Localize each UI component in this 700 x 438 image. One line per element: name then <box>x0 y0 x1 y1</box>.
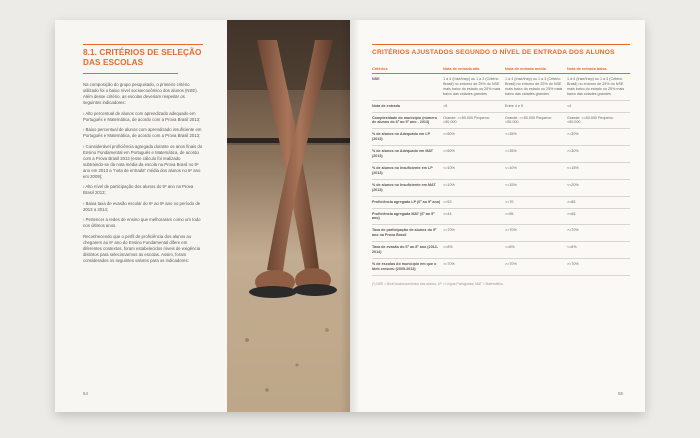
bullet-item: › Pertencer a redes de ensino que melhoraram como um todo nos últimos anos. <box>83 217 201 229</box>
row-label: Proficiência agregada MAT (6º ao 9º ano) <box>372 208 443 225</box>
table-row <box>372 112 630 129</box>
bullet-item: › Baixo percentual de alunos com aprendizado insuficiente em Português e Matemática, de acordo com a Prova Brasil 2013; <box>83 127 202 139</box>
row-label: Proficiência agregada LP (6º ao 9º ano) <box>372 196 443 208</box>
table-cell: >=50% <box>443 146 505 163</box>
table-cell: >=70% <box>443 258 505 275</box>
left-page <box>55 20 350 412</box>
table-cell: Entre 4 e 5 <box>505 100 567 112</box>
table-cell: >=70 <box>505 196 567 208</box>
photo-illustration <box>227 20 350 412</box>
table-row <box>372 100 630 112</box>
header-high: Nota de entrada alta <box>443 67 505 74</box>
book-spread <box>55 20 645 412</box>
table-cell: >=30% <box>567 146 630 163</box>
row-label: % de alunos no Insuficiente em MAT (2013) <box>372 179 443 196</box>
arrow-icon: › <box>83 200 85 206</box>
bullet-item: › Alto percentual de alunos com aprendizado adequado em Português e Matemática, de acordo com a Prova Brasil 2013; <box>83 110 201 122</box>
table-cell: Grande: >=50.000 Pequeno: <50.000 <box>443 112 505 129</box>
table-row <box>372 196 630 208</box>
row-label: Nota de entrada <box>372 100 443 112</box>
table-row <box>372 74 630 101</box>
table-cell: <=15% <box>567 162 630 179</box>
table-cell: <=8% <box>505 242 567 259</box>
table-cell: >=53 <box>443 196 505 208</box>
left-text-column <box>83 44 203 268</box>
table-row <box>372 179 630 196</box>
table-cell: <=8% <box>567 242 630 259</box>
arrow-icon: › <box>83 110 85 116</box>
intro-paragraph: Na composição do grupo pesquisado, o primeiro critério utilizado foi o baixo nível socioeconômico dos alunos (NSE). Além desse critério, as escolas deveriam respeitar os seguintes indicadores: <box>83 82 198 106</box>
header-medium: Nota de entrada média <box>505 67 567 74</box>
section-title: 8.1. CRITÉRIOS DE SELEÇÃO DAS ESCOLAS <box>83 44 203 67</box>
arrow-icon: › <box>83 143 85 149</box>
closing-paragraph: Reconhecendo que o perfil de proficiência dos alunos ao chegarem ao 6º ano do Ensino Fundamental difere em diferentes contextos, foram estabelecidos níveis de exigência distintos para selecionarmos as escolas. Assim, foram considerados os seguintes valores para os indicadores: <box>83 233 201 263</box>
table-body <box>372 74 630 276</box>
table-cell: <=8% <box>443 242 505 259</box>
table-cell: >=44 <box>443 208 505 225</box>
table-cell: <4 <box>567 100 630 112</box>
table-cell: >=70% <box>443 225 505 242</box>
table-cell: >=70% <box>567 225 630 242</box>
bullet-item: › Considerável proficiência agregada durante os anos finais do Ensino Fundamental em Português e Matemática, de acordo com a Prova Brasil 2013 (esse cálculo foi realizado subtraindo-se da nota média da escola na Prova Brasil no 9º ano em 2013 a "nota de entrada" média dos alunos no 6º ano em 2009); <box>83 143 203 179</box>
table-cell: >=50% <box>443 129 505 146</box>
table-cell: >=55 <box>505 208 567 225</box>
row-label: % de escolas do município em que o Ideb cresceu (2009-2013) <box>372 258 443 275</box>
table-cell: >=35% <box>505 146 567 163</box>
row-label: NSE <box>372 74 443 101</box>
right-content <box>372 44 630 286</box>
bullet-item: › Alto nível de participação dos alunos do 9º ano na Prova Brasil 2013; <box>83 184 194 196</box>
table-row <box>372 162 630 179</box>
page-number-left: 54 <box>83 391 89 396</box>
table-cell: Grande: >=50.000 Pequeno: <50.000 <box>567 112 630 129</box>
page-number-right: 55 <box>617 391 623 396</box>
arrow-icon: › <box>83 184 85 190</box>
table-cell: 1 a 4 (Inse/Inep) ou 1 a 3 (Critério Brasil) no entorno de 25% do NSE mais baixo do estado ou 25% mais baixo das cidades grandes <box>567 74 630 101</box>
row-label: Complexidade do município (número de alunos do 6º ao 9º ano - 2013) <box>372 112 443 129</box>
table-row <box>372 242 630 259</box>
table-cell: <=20% <box>567 179 630 196</box>
table-cell: >=70% <box>505 258 567 275</box>
right-page <box>350 20 645 412</box>
table-row <box>372 225 630 242</box>
arrow-icon: › <box>83 217 85 223</box>
row-label: % de alunos no Insuficiente em LP (2013) <box>372 162 443 179</box>
table-cell: >=85 <box>567 196 630 208</box>
table-cell: Grande: >=50.000 Pequeno: <50.000 <box>505 112 567 129</box>
row-label: % de alunos no Adequado em MAT (2013) <box>372 146 443 163</box>
bullet-item: › Baixa taxa de evasão escolar do 6º ao 8º ano no período de 2013 a 2014; <box>83 200 201 212</box>
table-cell: 1 a 4 (Inse/Inep) ou 1 a 3 (Critério Brasil) no entorno de 25% do NSE mais baixo do estado ou 25% mais baixo das cidades grandes <box>505 74 567 101</box>
table-cell: <=10% <box>505 162 567 179</box>
footnote: (*) NSE = Nível socioeconômico dos alunos; LP = Língua Portuguesa; MAT = Matemática. <box>372 281 504 286</box>
table-row <box>372 146 630 163</box>
criteria-table <box>372 67 630 276</box>
table-cell: >=70% <box>567 258 630 275</box>
row-label: Taxa de participação de alunos do 9º ano na Prova Brasil <box>372 225 443 242</box>
table-cell: <=10% <box>443 162 505 179</box>
table-cell: >=35% <box>505 129 567 146</box>
header-criteria: Critérios <box>372 67 443 74</box>
table-row <box>372 208 630 225</box>
table-cell: >5 <box>443 100 505 112</box>
table-cell: >=70% <box>505 225 567 242</box>
table-row <box>372 258 630 275</box>
table-cell: >=65 <box>567 208 630 225</box>
table-cell: >=30% <box>567 129 630 146</box>
title-rule <box>83 73 178 74</box>
table-title: CRITÉRIOS AJUSTADOS SEGUNDO O NÍVEL DE ENTRADA DOS ALUNOS <box>372 44 630 57</box>
table-cell: 1 a 4 (Inse/Inep) ou 1 a 3 (Critério Brasil) no entorno de 25% do NSE mais baixo do estado ou 25% mais baixo das cidades grandes <box>443 74 505 101</box>
arrow-icon: › <box>83 127 85 133</box>
table-cell: <=10% <box>443 179 505 196</box>
row-label: Taxa de evasão do 6º ao 8º ano (2013-2014) <box>372 242 443 259</box>
photo-legs-on-bench <box>227 20 350 412</box>
header-low: Nota de entrada baixa <box>567 67 630 74</box>
table-cell: <=15% <box>505 179 567 196</box>
row-label: % de alunos no Adequado em LP (2013) <box>372 129 443 146</box>
table-row <box>372 129 630 146</box>
